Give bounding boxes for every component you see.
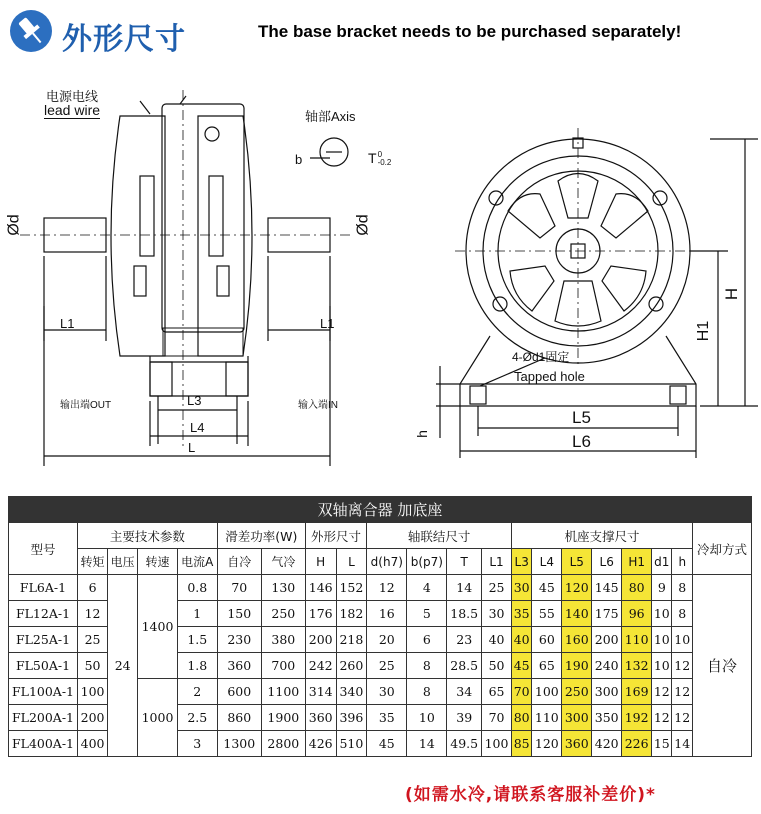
table-title: 双轴离合器 加底座 — [9, 497, 752, 523]
table-cell: 300 — [592, 679, 622, 705]
table-cell: 8 — [672, 601, 693, 627]
group-outline: 外形尺寸 — [305, 523, 366, 549]
table-cell: 420 — [592, 731, 622, 757]
table-cell: 146 — [305, 575, 336, 601]
column-header: L4 — [532, 549, 562, 575]
table-cell: 50 — [482, 653, 512, 679]
table-cell: 30 — [482, 601, 512, 627]
table-cell: 2.5 — [177, 705, 217, 731]
l-label: L — [188, 440, 196, 455]
table-cell: 8 — [672, 575, 693, 601]
group-coupling: 轴联结尺寸 — [367, 523, 512, 549]
table-cell: 18.5 — [447, 601, 482, 627]
table-cell: 30 — [367, 679, 407, 705]
table-cell: 10 — [652, 653, 672, 679]
column-header: H — [305, 549, 336, 575]
table-cell: 1300 — [217, 731, 261, 757]
table-cell: 9 — [652, 575, 672, 601]
table-cell: 70 — [217, 575, 261, 601]
table-cell: 12 — [367, 575, 407, 601]
table-cell: 16 — [367, 601, 407, 627]
l1-right-label: L1 — [320, 316, 335, 331]
model-cell: FL100A-1 — [9, 679, 78, 705]
column-header: 自冷 — [217, 549, 261, 575]
table-cell: 25 — [367, 653, 407, 679]
table-cell: 15 — [652, 731, 672, 757]
model-cell: FL50A-1 — [9, 653, 78, 679]
input-end-label: 输入端IN — [298, 400, 338, 411]
table-cell: 14 — [447, 575, 482, 601]
table-cell: 12 — [672, 679, 693, 705]
table-cell: 100 — [532, 679, 562, 705]
table-row — [9, 575, 752, 601]
column-header: L — [336, 549, 367, 575]
table-cell: 242 — [305, 653, 336, 679]
table-cell: 600 — [217, 679, 261, 705]
table-cell: 45 — [367, 731, 407, 757]
table-cell: 130 — [261, 575, 305, 601]
table-cell: 96 — [622, 601, 652, 627]
table-cell: 100 — [482, 731, 512, 757]
column-header: T — [447, 549, 482, 575]
table-cell: 40 — [512, 627, 532, 653]
table-cell: 150 — [217, 601, 261, 627]
table-cell: 200 — [592, 627, 622, 653]
table-cell: 100 — [78, 679, 108, 705]
table-cell: 10 — [672, 627, 693, 653]
table-cell: 240 — [592, 653, 622, 679]
table-cell: 65 — [482, 679, 512, 705]
table-cell: 14 — [672, 731, 693, 757]
header — [0, 0, 761, 66]
l6-label: L6 — [572, 432, 591, 451]
speed-cell: 1400 — [138, 575, 178, 679]
table-cell: 12 — [78, 601, 108, 627]
table-cell: 45 — [512, 653, 532, 679]
l4-label: L4 — [190, 420, 205, 435]
table-cell: 3 — [177, 731, 217, 757]
table-cell: 85 — [512, 731, 532, 757]
shaft-diameter-left-label: Ød — [5, 214, 23, 236]
table-cell: 30 — [512, 575, 532, 601]
group-base: 机座支撑尺寸 — [512, 523, 693, 549]
table-cell: 175 — [592, 601, 622, 627]
model-cell: FL6A-1 — [9, 575, 78, 601]
table-cell: 55 — [532, 601, 562, 627]
table-cell: 110 — [622, 627, 652, 653]
purchase-note: The base bracket needs to be purchased separately! — [258, 22, 682, 41]
table-cell: 12 — [672, 653, 693, 679]
table-cell: 860 — [217, 705, 261, 731]
table-body — [9, 575, 752, 757]
cooling-cell: 自冷 — [693, 575, 752, 757]
output-end-label: 输出端OUT — [60, 400, 112, 411]
table-cell: 80 — [512, 705, 532, 731]
col-model: 型号 — [9, 523, 78, 575]
table-cell: 25 — [78, 627, 108, 653]
table-cell: 169 — [622, 679, 652, 705]
side-view-clutch — [20, 90, 758, 466]
column-header: 转速 — [138, 549, 178, 575]
table-cell: 50 — [78, 653, 108, 679]
table-cell: 25 — [482, 575, 512, 601]
table-cell: 2800 — [261, 731, 305, 757]
table-cell: 200 — [305, 627, 336, 653]
table-cell: 700 — [261, 653, 305, 679]
h-label: H — [722, 287, 742, 301]
section-title: 外形尺寸 — [62, 22, 186, 57]
table-cell: 360 — [217, 653, 261, 679]
table-cell: 23 — [447, 627, 482, 653]
column-header: 转矩 — [78, 549, 108, 575]
table-cell: 40 — [482, 627, 512, 653]
table-cell: 8 — [407, 653, 447, 679]
model-cell: FL200A-1 — [9, 705, 78, 731]
column-headers — [9, 549, 752, 575]
table-cell: 45 — [532, 575, 562, 601]
table-cell: 10 — [652, 627, 672, 653]
col-cooling: 冷却方式 — [693, 523, 752, 575]
table-cell: 49.5 — [447, 731, 482, 757]
group-slip-power: 滑差功率(W) — [217, 523, 305, 549]
table-cell: 190 — [562, 653, 592, 679]
table-cell: 152 — [336, 575, 367, 601]
column-header: L3 — [512, 549, 532, 575]
table-cell: 2 — [177, 679, 217, 705]
table-cell: 145 — [592, 575, 622, 601]
table-cell: 1100 — [261, 679, 305, 705]
table-cell: 10 — [407, 705, 447, 731]
table-cell: 396 — [336, 705, 367, 731]
column-header: d(h7) — [367, 549, 407, 575]
table-cell: 426 — [305, 731, 336, 757]
table-cell: 34 — [447, 679, 482, 705]
column-header: L6 — [592, 549, 622, 575]
table-cell: 314 — [305, 679, 336, 705]
table-cell: 300 — [562, 705, 592, 731]
table-cell: 260 — [336, 653, 367, 679]
voltage-cell: 24 — [108, 575, 138, 757]
table-cell: 1900 — [261, 705, 305, 731]
column-header: d1 — [652, 549, 672, 575]
table-cell: 160 — [562, 627, 592, 653]
table-cell: 140 — [562, 601, 592, 627]
h-small-label: h — [413, 430, 430, 438]
model-cell: FL12A-1 — [9, 601, 78, 627]
table-cell: 28.5 — [447, 653, 482, 679]
table-cell: 200 — [78, 705, 108, 731]
b-label: b — [295, 152, 303, 167]
group-main-params: 主要技术参数 — [78, 523, 218, 549]
column-header: 气冷 — [261, 549, 305, 575]
mount-holes-label: 4-Ød1固定 — [512, 350, 570, 364]
table-cell: 192 — [622, 705, 652, 731]
lead-wire-en-label: lead wire — [44, 102, 101, 118]
table-cell: 4 — [407, 575, 447, 601]
table-cell: 6 — [407, 627, 447, 653]
axis-label: 轴部Axis — [305, 109, 356, 124]
table-cell: 510 — [336, 731, 367, 757]
table-cell: 35 — [512, 601, 532, 627]
table-cell: 14 — [407, 731, 447, 757]
table-cell: 1.5 — [177, 627, 217, 653]
table-cell: 8 — [407, 679, 447, 705]
table-cell: 80 — [622, 575, 652, 601]
column-header: 电流A — [177, 549, 217, 575]
column-header: b(p7) — [407, 549, 447, 575]
table-cell: 12 — [652, 679, 672, 705]
pushpin-icon — [8, 8, 54, 54]
table-cell: 400 — [78, 731, 108, 757]
column-header: 电压 — [108, 549, 138, 575]
table-cell: 0.8 — [177, 575, 217, 601]
table-cell: 340 — [336, 679, 367, 705]
table-cell: 12 — [652, 705, 672, 731]
column-header: L5 — [562, 549, 592, 575]
table-cell: 250 — [261, 601, 305, 627]
table-cell: 380 — [261, 627, 305, 653]
column-header: L1 — [482, 549, 512, 575]
technical-drawings — [0, 66, 761, 486]
table-cell: 360 — [562, 731, 592, 757]
table-cell: 360 — [305, 705, 336, 731]
l3-label: L3 — [187, 393, 202, 408]
t-label: T0 -0.2 — [368, 150, 392, 168]
water-cooling-note: (如需水冷,请联系客服补差价)* — [405, 785, 656, 805]
table-cell: 250 — [562, 679, 592, 705]
l1-left-label: L1 — [60, 316, 75, 331]
table-cell: 70 — [512, 679, 532, 705]
table-cell: 1.8 — [177, 653, 217, 679]
model-cell: FL25A-1 — [9, 627, 78, 653]
shaft-diameter-right-label: Ød — [354, 214, 372, 236]
table-cell: 230 — [217, 627, 261, 653]
lead-wire-cn-label: 电源电线 — [46, 89, 99, 104]
table-cell: 10 — [652, 601, 672, 627]
table-cell: 176 — [305, 601, 336, 627]
table-cell: 20 — [367, 627, 407, 653]
table-cell: 226 — [622, 731, 652, 757]
table-cell: 1 — [177, 601, 217, 627]
model-cell: FL400A-1 — [9, 731, 78, 757]
table-cell: 132 — [622, 653, 652, 679]
table-cell: 218 — [336, 627, 367, 653]
table-cell: 5 — [407, 601, 447, 627]
table-cell: 39 — [447, 705, 482, 731]
table-cell: 110 — [532, 705, 562, 731]
column-header: h — [672, 549, 693, 575]
table-cell: 120 — [562, 575, 592, 601]
table-cell: 60 — [532, 627, 562, 653]
table-cell: 120 — [532, 731, 562, 757]
h1-label: H1 — [695, 320, 713, 342]
table-cell: 182 — [336, 601, 367, 627]
table-cell: 35 — [367, 705, 407, 731]
drawing-lines — [0, 66, 761, 486]
table-cell: 6 — [78, 575, 108, 601]
column-header: H1 — [622, 549, 652, 575]
table-cell: 65 — [532, 653, 562, 679]
table-cell: 12 — [672, 705, 693, 731]
l5-label: L5 — [572, 408, 591, 427]
table-cell: 70 — [482, 705, 512, 731]
speed-cell: 1000 — [138, 679, 178, 757]
tapped-hole-label: Tapped hole — [514, 369, 585, 384]
spec-table — [8, 496, 752, 757]
table-cell: 350 — [592, 705, 622, 731]
